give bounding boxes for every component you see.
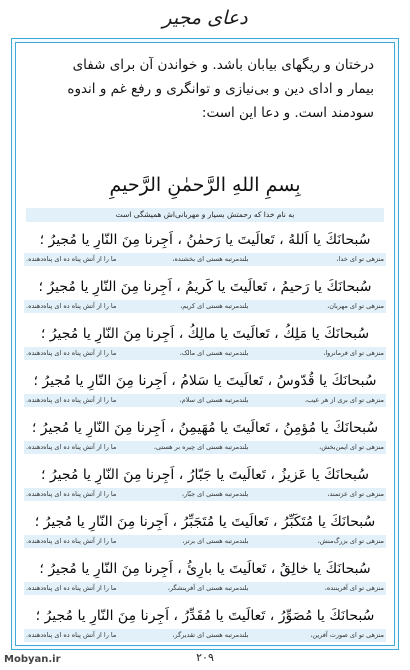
verse-block	[20, 509, 390, 551]
content-frame	[11, 38, 399, 650]
verse-block	[20, 462, 390, 504]
translation-part: منزهی تو ای بری از هر عیب،	[304, 396, 384, 404]
translation-part: بلندمرتبه هستی ای بخشنده،	[172, 255, 249, 263]
translation-part: ما را از آتش پناه ده ای پناه‌دهنده.	[26, 349, 117, 357]
watermark: Mobyan.ir	[4, 654, 61, 665]
verse-translation	[24, 488, 386, 501]
translation-part: ما را از آتش پناه ده ای پناه‌دهنده.	[26, 631, 117, 639]
translation-part: بلندمرتبه هستی ای جبّار،	[181, 490, 249, 498]
translation-part: ما را از آتش پناه ده ای پناه‌دهنده.	[26, 255, 117, 263]
intro-paragraph	[36, 53, 374, 125]
verse-translation	[24, 300, 386, 313]
verse-arabic: سُبحانَكَ یا مُؤمِنُ ، تَعالَیتَ یا مُهَیمِنُ ، اَجِرنا مِنَ النّارِ یا مُجیرُ ؛	[31, 420, 379, 436]
page-title: دعای مجیر	[162, 7, 248, 29]
page-number: ۲۰۹	[196, 651, 214, 664]
translation-part: منزهی تو ای عزتمند،	[327, 490, 384, 498]
translation-part: بلندمرتبه هستی ای تقدیرگر،	[172, 631, 249, 639]
translation-part: منزهی تو ای فرمانروا،	[323, 349, 384, 357]
verse-translation	[24, 441, 386, 454]
translation-part: بلندمرتبه هستی ای مالک،	[179, 349, 249, 357]
verse-translation	[24, 629, 386, 642]
verse-translation	[24, 347, 386, 360]
verse-arabic: سُبحانَكَ یا اَللهُ ، تَعالَیتَ یا رَحمٰنُ ، اَجِرنا مِنَ النّارِ یا مُجیرُ ؛	[39, 232, 371, 248]
verse-translation	[24, 394, 386, 407]
translation-part: منزهی تو ای مهربان،	[327, 302, 384, 310]
verse-block	[20, 415, 390, 457]
intro-line: درختان و ریگهای بیابان باشد. و خواندن آن برای شفای	[72, 57, 374, 73]
translation-part: منزهی تو ای صورت آفرین،	[310, 631, 384, 639]
verse-arabic: سُبحانَكَ یا رَحیمُ ، تَعالَیتَ یا كَریمُ ، اَجِرنا مِنَ النّارِ یا مُجیرُ ؛	[38, 279, 372, 295]
verse-block	[20, 274, 390, 316]
verse-arabic: سُبحانَكَ یا مَلِكُ ، تَعالَیتَ یا مالِكُ ، اَجِرنا مِنَ النّارِ یا مُجیرُ ؛	[40, 326, 370, 342]
verse-block	[20, 321, 390, 363]
page-header	[0, 0, 410, 36]
translation-part: ما را از آتش پناه ده ای پناه‌دهنده.	[26, 302, 117, 310]
verse-block	[20, 227, 390, 269]
verse-arabic: سُبحانَكَ یا عَزیزُ ، تَعالَیتَ یا جَبّارُ ، اَجِرنا مِنَ النّارِ یا مُجیرُ ؛	[40, 467, 369, 483]
bismillah-translation: به نام خدا که رحمتش بسیار و مهربانی‌اش همیشگی است	[26, 208, 384, 222]
translation-part: بلندمرتبه هستی ای چیره بر هستی،	[153, 443, 249, 451]
translation-part: بلندمرتبه هستی ای کریم،	[180, 302, 249, 310]
verse-translation	[24, 582, 386, 595]
verse-block	[20, 368, 390, 410]
verse-translation	[24, 253, 386, 266]
translation-part: منزهی تو ای ایمن‌بخش،	[319, 443, 384, 451]
verse-arabic: سُبحانَكَ یا مُتَكَبِّرُ ، تَعالَیتَ یا مُتَجَبِّرُ ، اَجِرنا مِنَ النّارِ یا مُجیرُ ؛	[34, 514, 376, 530]
translation-part: ما را از آتش پناه ده ای پناه‌دهنده.	[26, 537, 117, 545]
verse-translation	[24, 535, 386, 548]
translation-part: بلندمرتبه هستی ای سلام،	[179, 396, 249, 404]
verse-arabic: سُبحانَكَ یا مُصَوِّرُ ، تَعالَیتَ یا مُقَدِّرُ ، اَجِرنا مِنَ النّارِ یا مُجیرُ ؛	[35, 608, 375, 624]
intro-line: بیمار و ادای دین و بی‌نیازی و توانگری و رفع غم و اندوه	[67, 81, 374, 97]
translation-part: ما را از آتش پناه ده ای پناه‌دهنده.	[26, 443, 117, 451]
translation-part: بلندمرتبه هستی ای آفرینشگر،	[167, 584, 249, 592]
translation-part: بلندمرتبه هستی ای برتر،	[182, 537, 249, 545]
translation-part: منزهی تو ای بزرگ‌منش،	[317, 537, 384, 545]
verse-block	[20, 603, 390, 645]
intro-line: سودمند است. و دعا این است:	[201, 105, 374, 121]
bismillah-arabic: بِسمِ اللهِ الرَّحمٰنِ الرَّحیمِ	[109, 174, 301, 196]
translation-part: منزهی تو ای آفریننده،	[324, 584, 384, 592]
verse-block	[20, 556, 390, 598]
translation-part: ما را از آتش پناه ده ای پناه‌دهنده.	[26, 396, 117, 404]
translation-part: ما را از آتش پناه ده ای پناه‌دهنده.	[26, 584, 117, 592]
translation-part: ما را از آتش پناه ده ای پناه‌دهنده.	[26, 490, 117, 498]
content-frame-inner	[15, 42, 395, 646]
translation-part: منزهی تو ای خدا،	[336, 255, 384, 263]
verse-arabic: سُبحانَكَ یا خالِقُ ، تَعالَیتَ یا بارِئُ ، اَجِرنا مِنَ النّارِ یا مُجیرُ ؛	[39, 561, 371, 577]
verse-arabic: سُبحانَكَ یا قُدّوسُ ، تَعالَیتَ یا سَلامُ ، اَجِرنا مِنَ النّارِ یا مُجیرُ ؛	[33, 373, 377, 389]
